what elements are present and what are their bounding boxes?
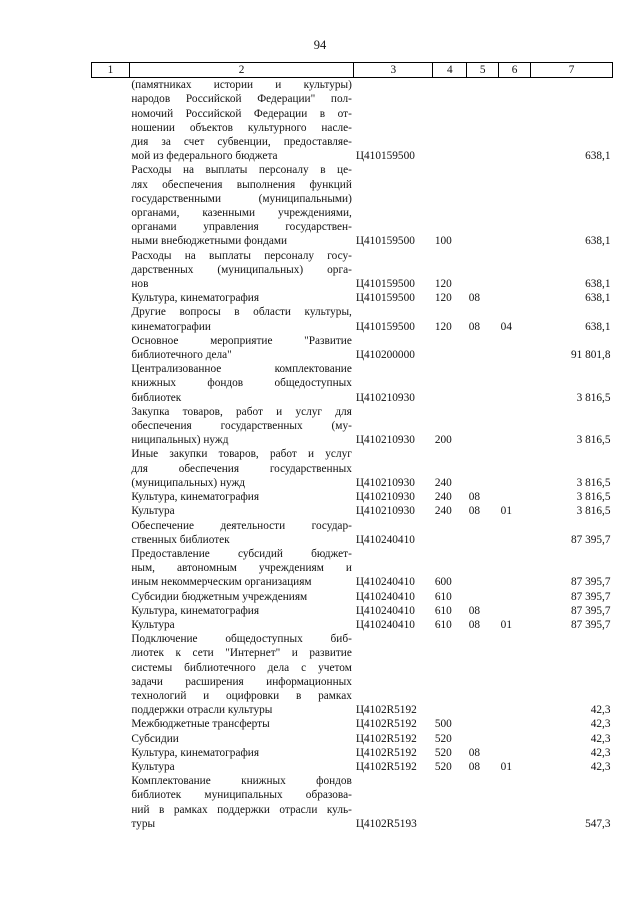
expense-name-cell: [129, 249, 353, 292]
section-cell: [467, 405, 499, 448]
subsection-cell: [499, 774, 531, 831]
subsection-cell: 01: [500, 618, 512, 631]
table-row: [92, 604, 613, 618]
subsection-cell: [499, 163, 531, 248]
expense-name-cell: [129, 519, 353, 547]
expense-name-line: нов: [131, 278, 149, 291]
expense-name-cell: [129, 632, 353, 717]
section-cell: [467, 774, 499, 831]
row-number-cell: [92, 78, 130, 164]
row-number-cell: [92, 746, 130, 760]
amount-cell: 638,1: [585, 292, 611, 305]
amount-cell: 3 816,5: [576, 434, 611, 447]
expense-name-line: ний в рамках поддержки отрасли куль-: [131, 803, 352, 816]
section-cell: 08: [468, 760, 481, 773]
expense-type-cell: [433, 632, 467, 717]
table-row: [92, 504, 613, 518]
row-number-cell: [92, 362, 130, 405]
expense-name-line: народов Российской Федерации" пол-: [131, 93, 352, 106]
expense-type-cell: 500: [434, 718, 452, 731]
expense-name-line: ношении объектов культурного насле-: [131, 121, 352, 134]
target-article-code-cell: Ц410159500: [355, 278, 415, 291]
expense-name-line: для обеспечения государственных: [131, 462, 352, 475]
table-header-row: [92, 63, 613, 78]
amount-cell: 87 395,7: [570, 590, 611, 603]
expense-name-line: Субсидии бюджетным учреждениям: [131, 590, 308, 603]
section-cell: [467, 732, 499, 746]
amount-cell: 42,3: [590, 746, 611, 759]
subsection-cell: [499, 519, 531, 547]
table-row: [92, 405, 613, 448]
expense-name-line: технологий и оцифровки в рамках: [131, 689, 352, 702]
section-cell: [467, 334, 499, 362]
table-row: [92, 774, 613, 831]
expense-name-line: библиотек: [131, 391, 182, 404]
expense-name-cell: [129, 618, 353, 632]
expense-type-cell: 120: [434, 320, 452, 333]
expense-name-cell: [129, 590, 353, 604]
expense-name-line: Комплектование книжных фондов: [131, 775, 352, 788]
expense-name-cell: [129, 291, 353, 305]
expense-name-line: (памятниках истории и культуры): [131, 79, 352, 92]
expense-name-line: ным, автономным учреждениям и: [131, 562, 352, 575]
expense-name-line: библиотечного дела": [131, 349, 232, 362]
target-article-code-cell: Ц4102R5192: [355, 746, 417, 759]
expense-name-line: мой из федерального бюджета: [131, 150, 278, 163]
expense-type-cell: 610: [434, 604, 452, 617]
expense-name-cell: [129, 504, 353, 518]
amount-cell: 91 801,8: [570, 349, 611, 362]
expense-name-cell: [129, 163, 353, 248]
amount-cell: 87 395,7: [570, 576, 611, 589]
row-number-cell: [92, 291, 130, 305]
amount-cell: 42,3: [590, 704, 611, 717]
expense-name-line: Иные закупки товаров, работ и услуг: [131, 448, 352, 461]
expense-type-cell: 520: [434, 746, 452, 759]
section-cell: [467, 632, 499, 717]
expense-type-cell: 240: [434, 505, 452, 518]
expense-type-cell: 240: [434, 476, 452, 489]
row-number-cell: [92, 405, 130, 448]
table-row: [92, 362, 613, 405]
page-number: 94: [313, 38, 327, 52]
amount-cell: 638,1: [585, 235, 611, 248]
subsection-cell: [499, 547, 531, 590]
expense-type-cell: 610: [434, 590, 452, 603]
amount-cell: 42,3: [590, 760, 611, 773]
expense-name-line: Культура, кинематография: [131, 491, 260, 504]
expense-type-cell: 200: [434, 434, 452, 447]
column-header: 2: [129, 63, 353, 78]
expense-name-cell: [129, 732, 353, 746]
row-number-cell: [92, 447, 130, 490]
expense-name-cell: [129, 547, 353, 590]
section-cell: 08: [468, 604, 481, 617]
table-row: [92, 732, 613, 746]
expense-name-line: поддержки отрасли культуры: [131, 704, 273, 717]
expense-name-line: обеспечения государственных (му-: [131, 420, 352, 433]
target-article-code-cell: Ц4102R5192: [355, 718, 417, 731]
expense-type-cell: [433, 334, 467, 362]
row-number-cell: [92, 618, 130, 632]
expense-type-cell: 610: [434, 618, 452, 631]
row-number-cell: [92, 632, 130, 717]
expense-type-cell: 600: [434, 576, 452, 589]
section-cell: 08: [468, 618, 481, 631]
section-cell: 08: [468, 320, 481, 333]
target-article-code-cell: Ц410210930: [355, 491, 415, 504]
subsection-cell: [499, 291, 531, 305]
expense-name-line: книжных фондов общедоступных: [131, 377, 352, 390]
target-article-code-cell: Ц410200000: [355, 349, 415, 362]
expense-name-cell: [129, 405, 353, 448]
expense-type-cell: [433, 362, 467, 405]
target-article-code-cell: Ц4102R5193: [355, 817, 417, 830]
table-row: [92, 163, 613, 248]
expense-name-line: Межбюджетные трансферты: [131, 718, 270, 731]
subsection-cell: 04: [500, 320, 512, 333]
expense-name-line: Культура: [131, 760, 175, 773]
table-row: [92, 760, 613, 774]
section-cell: [467, 447, 499, 490]
expense-type-cell: 120: [434, 292, 452, 305]
expense-name-line: Основное мероприятие "Развитие: [131, 334, 352, 347]
row-number-cell: [92, 334, 130, 362]
row-number-cell: [92, 305, 130, 333]
expense-name-cell: [129, 746, 353, 760]
row-number-cell: [92, 774, 130, 831]
amount-cell: 638,1: [585, 278, 611, 291]
table-row: [92, 291, 613, 305]
expense-name-cell: [129, 78, 353, 164]
column-header: 6: [499, 63, 531, 78]
expense-type-cell: 100: [434, 235, 452, 248]
expense-name-line: государственными (муниципальными): [131, 192, 352, 205]
table-row: [92, 547, 613, 590]
amount-cell: 42,3: [590, 718, 611, 731]
expense-name-cell: [129, 774, 353, 831]
subsection-cell: [499, 717, 531, 731]
expense-name-line: Обеспечение деятельности государ-: [131, 519, 352, 532]
subsection-cell: [499, 604, 531, 618]
table-row: [92, 78, 613, 164]
target-article-code-cell: Ц410210930: [355, 476, 415, 489]
amount-cell: 3 816,5: [576, 391, 611, 404]
expense-name-line: иным некоммерческим организациям: [131, 576, 312, 589]
table-row: [92, 249, 613, 292]
column-header: 4: [433, 63, 467, 78]
column-header: 5: [467, 63, 499, 78]
expense-name-line: туры: [131, 817, 156, 830]
subsection-cell: [499, 746, 531, 760]
expense-name-line: дия за счет субвенции, предоставляе-: [131, 136, 352, 149]
section-cell: [467, 519, 499, 547]
expense-type-cell: 120: [434, 278, 452, 291]
expense-name-line: Расходы на выплаты персоналу госу-: [131, 249, 352, 262]
table-row: [92, 305, 613, 333]
expense-name-line: Субсидии: [131, 732, 179, 745]
target-article-code-cell: Ц410240410: [355, 533, 415, 546]
target-article-code-cell: Ц410240410: [355, 576, 415, 589]
column-header: 1: [92, 63, 130, 78]
row-number-cell: [92, 519, 130, 547]
subsection-cell: 01: [500, 505, 512, 518]
expense-name-line: Централизованное комплектование: [131, 363, 352, 376]
table-row: [92, 717, 613, 731]
subsection-cell: [499, 732, 531, 746]
expense-name-line: Культура: [131, 618, 175, 631]
expense-name-cell: [129, 447, 353, 490]
expense-name-cell: [129, 334, 353, 362]
amount-cell: 42,3: [590, 732, 611, 745]
expense-name-line: Закупка товаров, работ и услуг для: [131, 405, 352, 418]
expense-name-cell: [129, 362, 353, 405]
table-row: [92, 519, 613, 547]
target-article-code-cell: Ц410159500: [355, 292, 415, 305]
row-number-cell: [92, 504, 130, 518]
expense-name-line: Подключение общедоступных биб-: [131, 633, 352, 646]
row-number-cell: [92, 604, 130, 618]
amount-cell: 547,3: [585, 817, 611, 830]
section-cell: 08: [468, 292, 481, 305]
section-cell: [467, 717, 499, 731]
row-number-cell: [92, 732, 130, 746]
budget-table: [91, 62, 613, 831]
table-row: [92, 590, 613, 604]
expense-name-cell: [129, 717, 353, 731]
expense-type-cell: [433, 78, 467, 164]
expense-name-line: органами, казенными учреждениями,: [131, 207, 352, 220]
expense-type-cell: 520: [434, 732, 452, 745]
table-row: [92, 490, 613, 504]
target-article-code-cell: Ц410210930: [355, 434, 415, 447]
expense-type-cell: 240: [434, 491, 452, 504]
table-row: [92, 334, 613, 362]
section-cell: [467, 78, 499, 164]
amount-cell: 3 816,5: [576, 505, 611, 518]
expense-name-line: задачи расширения информационных: [131, 675, 352, 688]
column-header: 3: [354, 63, 433, 78]
expense-name-line: Культура: [131, 505, 175, 518]
section-cell: [467, 163, 499, 248]
expense-name-line: Другие вопросы в области культуры,: [131, 306, 352, 319]
expense-name-line: ниципальных) нужд: [131, 434, 229, 447]
subsection-cell: [499, 447, 531, 490]
amount-cell: 3 816,5: [576, 491, 611, 504]
target-article-code-cell: Ц4102R5192: [355, 760, 417, 773]
subsection-cell: 01: [500, 760, 512, 773]
expense-name-line: Культура, кинематография: [131, 604, 260, 617]
amount-cell: 87 395,7: [570, 618, 611, 631]
row-number-cell: [92, 249, 130, 292]
section-cell: 08: [468, 746, 481, 759]
section-cell: [467, 362, 499, 405]
expense-name-line: библиотек муниципальных образова-: [131, 789, 352, 802]
target-article-code-cell: Ц410159500: [355, 320, 415, 333]
target-article-code-cell: Ц410210930: [355, 505, 415, 518]
expense-name-line: ственных библиотек: [131, 533, 230, 546]
expense-name-line: лях обеспечения выполнения функций: [131, 178, 352, 191]
expense-name-line: ными внебюджетными фондами: [131, 235, 288, 248]
expense-name-line: (муниципальных) нужд: [131, 476, 246, 489]
amount-cell: 3 816,5: [576, 476, 611, 489]
expense-name-cell: [129, 490, 353, 504]
target-article-code-cell: Ц4102R5192: [355, 704, 417, 717]
expense-type-cell: 520: [434, 760, 452, 773]
subsection-cell: [499, 362, 531, 405]
target-article-code-cell: Ц410240410: [355, 590, 415, 603]
expense-name-line: кинематографии: [131, 320, 211, 333]
amount-cell: 638,1: [585, 150, 611, 163]
subsection-cell: [499, 405, 531, 448]
section-cell: [467, 249, 499, 292]
section-cell: 08: [468, 491, 481, 504]
expense-name-line: номочий Российской Федерации в от-: [131, 107, 352, 120]
expense-type-cell: [433, 519, 467, 547]
row-number-cell: [92, 547, 130, 590]
amount-cell: 87 395,7: [570, 533, 611, 546]
expense-name-cell: [129, 760, 353, 774]
subsection-cell: [499, 590, 531, 604]
row-number-cell: [92, 490, 130, 504]
target-article-code-cell: Ц410240410: [355, 604, 415, 617]
expense-type-cell: [433, 774, 467, 831]
table-row: [92, 632, 613, 717]
row-number-cell: [92, 760, 130, 774]
subsection-cell: [499, 490, 531, 504]
row-number-cell: [92, 163, 130, 248]
subsection-cell: [499, 249, 531, 292]
target-article-code-cell: Ц410159500: [355, 150, 415, 163]
target-article-code-cell: Ц4102R5192: [355, 732, 417, 745]
amount-cell: 638,1: [585, 320, 611, 333]
subsection-cell: [499, 334, 531, 362]
row-number-cell: [92, 590, 130, 604]
row-number-cell: [92, 717, 130, 731]
table-row: [92, 618, 613, 632]
amount-cell: 87 395,7: [570, 604, 611, 617]
target-article-code-cell: Ц410210930: [355, 391, 415, 404]
expense-name-line: Расходы на выплаты персоналу в це-: [131, 164, 352, 177]
expense-name-line: Культура, кинематография: [131, 746, 260, 759]
column-header: 7: [531, 63, 613, 78]
expense-name-line: дарственных (муниципальных) орга-: [131, 263, 352, 276]
table-row: [92, 447, 613, 490]
expense-name-line: Предоставление субсидий бюджет-: [131, 547, 352, 560]
expense-name-line: системы библиотечного дела с учетом: [131, 661, 352, 674]
subsection-cell: [499, 78, 531, 164]
expense-name-line: Культура, кинематография: [131, 292, 260, 305]
subsection-cell: [499, 632, 531, 717]
section-cell: 08: [468, 505, 481, 518]
table-body: [92, 78, 613, 831]
table-row: [92, 746, 613, 760]
target-article-code-cell: Ц410159500: [355, 235, 415, 248]
expense-name-line: органами управления государствен-: [131, 221, 352, 234]
section-cell: [467, 590, 499, 604]
section-cell: [467, 547, 499, 590]
expense-name-cell: [129, 305, 353, 333]
target-article-code-cell: Ц410240410: [355, 618, 415, 631]
expense-name-line: лиотек к сети "Интернет" и развитие: [131, 647, 352, 660]
expense-name-cell: [129, 604, 353, 618]
